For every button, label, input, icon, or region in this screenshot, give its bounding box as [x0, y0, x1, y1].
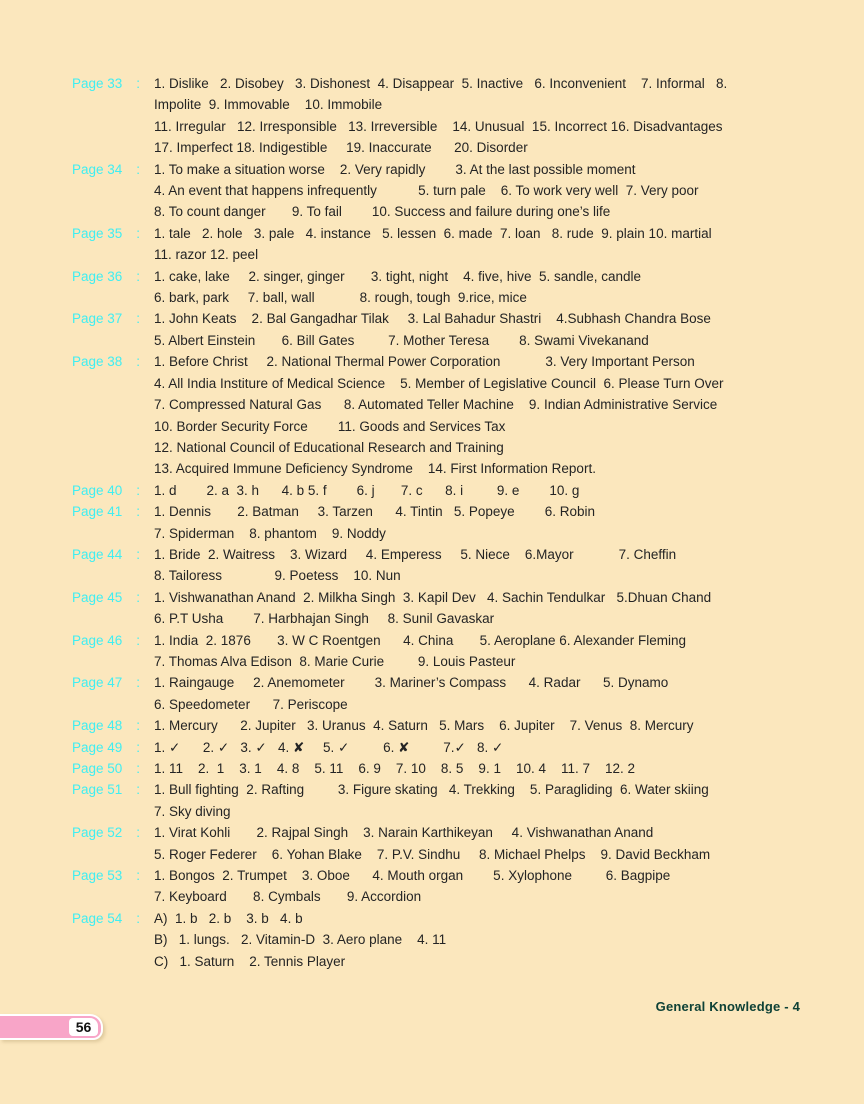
page-label-colon: :	[136, 675, 140, 691]
answer-lines	[154, 908, 802, 972]
answer-lines	[154, 351, 802, 479]
answer-line: 7. Thomas Alva Edison 8. Marie Curie 9. Louis Pasteur	[154, 653, 516, 669]
page-label-colon: :	[136, 268, 140, 284]
page-label-text: Page 35	[72, 225, 123, 241]
page-number: 56	[69, 1018, 98, 1036]
answer-line: 1. cake, lake 2. singer, ginger 3. tight, night 4. five, hive 5. sandle, candle	[154, 268, 642, 284]
page-label	[72, 758, 154, 779]
answer-line: 1. Bongos 2. Trumpet 3. Oboe 4. Mouth organ 5. Xylophone 6. Bagpipe	[154, 868, 671, 884]
answer-line: 1. Virat Kohli 2. Rajpal Singh 3. Narain Karthikeyan 4. Vishwanathan Anand	[154, 825, 654, 841]
answer-lines	[154, 308, 802, 351]
page-label-text: Page 34	[72, 161, 123, 177]
page-label-colon: :	[136, 311, 140, 327]
page-label-colon: :	[136, 225, 140, 241]
page-label	[72, 587, 154, 608]
answers-row-page-46	[72, 630, 802, 673]
answer-line: C) 1. Saturn 2. Tennis Player	[154, 953, 346, 969]
answers-row-page-50	[72, 758, 802, 779]
answer-line: 4. All India Institure of Medical Science 5. Member of Legislative Council 6. Please Turn Over	[154, 375, 724, 391]
answer-line: 1. John Keats 2. Bal Gangadhar Tilak 3. Lal Bahadur Shastri 4.Subhash Chandra Bose	[154, 311, 711, 327]
page-label-text: Page 40	[72, 482, 123, 498]
answer-lines	[154, 501, 802, 544]
answers-row-page-38	[72, 351, 802, 479]
page-label-colon: :	[136, 739, 140, 755]
page-label-text: Page 52	[72, 825, 123, 841]
answer-line: 1. India 2. 1876 3. W C Roentgen 4. China 5. Aeroplane 6. Alexander Fleming	[154, 632, 687, 648]
page-label-colon: :	[136, 482, 140, 498]
answers-row-page-44	[72, 544, 802, 587]
page-label-text: Page 48	[72, 718, 123, 734]
answer-line: 6. bark, park 7. ball, wall 8. rough, tough 9.rice, mice	[154, 290, 527, 306]
page-label	[72, 672, 154, 693]
answer-line: A) 1. b 2. b 3. b 4. b	[154, 910, 303, 926]
answer-line: 6. Speedometer 7. Periscope	[154, 696, 348, 712]
answer-line: 1. 11 2. 1 3. 1 4. 8 5. 11 6. 9 7. 10 8. 5 9. 1 10. 4 11. 7 12. 2	[154, 761, 636, 776]
answer-line: 6. P.T Usha 7. Harbhajan Singh 8. Sunil Gavaskar	[154, 611, 495, 627]
page-label	[72, 351, 154, 372]
page-label	[72, 159, 154, 180]
page-label	[72, 480, 154, 501]
answer-line: 4. An event that happens infrequently 5. turn pale 6. To work very well 7. Very poor	[154, 183, 699, 199]
page-label-text: Page 36	[72, 268, 123, 284]
answer-line: B) 1. lungs. 2. Vitamin-D 3. Aero plane 4. 11	[154, 932, 447, 948]
page-label-colon: :	[136, 782, 140, 798]
answers-row-page-54	[72, 908, 802, 972]
page-label-text: Page 53	[72, 868, 123, 884]
answers-row-page-48	[72, 715, 802, 736]
page-label	[72, 223, 154, 244]
page-label-text: Page 41	[72, 504, 123, 520]
page-label-colon: :	[136, 546, 140, 562]
answer-lines	[154, 480, 802, 501]
answer-line: 7. Compressed Natural Gas 8. Automated Teller Machine 9. Indian Administrative Service	[154, 397, 718, 413]
answer-line: 7. Spiderman 8. phantom 9. Noddy	[154, 525, 386, 541]
page-label-colon: :	[136, 76, 140, 91]
page-label-text: Page 45	[72, 589, 123, 605]
answer-line: 5. Albert Einstein 6. Bill Gates 7. Mother Teresa 8. Swami Vivekanand	[154, 332, 649, 348]
answer-line: 11. razor 12. peel	[154, 247, 259, 263]
answers-row-page-34	[72, 159, 802, 223]
page-label-colon: :	[136, 718, 140, 734]
page-label	[72, 266, 154, 287]
answers-row-page-52	[72, 822, 802, 865]
answer-line: 1. ✓ 2. ✓ 3. ✓ 4. ✘ 5. ✓ 6. ✘ 7.✓ 8. ✓	[154, 739, 504, 755]
answer-line: 8. To count danger 9. To fail 10. Success and failure during one’s life	[154, 204, 611, 220]
page-label-text: Page 46	[72, 632, 123, 648]
answer-line: Impolite 9. Immovable 10. Immobile	[154, 97, 383, 113]
answer-lines	[154, 737, 802, 758]
answer-line: 1. d 2. a 3. h 4. b 5. f 6. j 7. c 8. i 9. e 10. g	[154, 482, 580, 498]
answers-row-page-37	[72, 308, 802, 351]
answer-lines	[154, 779, 802, 822]
answers-row-page-36	[72, 266, 802, 309]
answer-lines	[154, 223, 802, 266]
answer-line: 1. Vishwanathan Anand 2. Milkha Singh 3. Kapil Dev 4. Sachin Tendulkar 5.Dhuan Chand	[154, 589, 712, 605]
page-label	[72, 544, 154, 565]
answers-row-page-53	[72, 865, 802, 908]
page-label	[72, 715, 154, 736]
book-title: General Knowledge - 4	[655, 999, 800, 1014]
answer-key-content	[72, 73, 802, 972]
page-label-colon: :	[136, 589, 140, 605]
answers-row-page-41	[72, 501, 802, 544]
page-number-tab	[0, 1014, 103, 1040]
answer-line: 7. Keyboard 8. Cymbals 9. Accordion	[154, 889, 422, 905]
page-label-colon: :	[136, 354, 140, 370]
answer-line: 17. Imperfect 18. Indigestible 19. Inaccurate 20. Disorder	[154, 140, 528, 156]
answers-row-page-33	[72, 73, 802, 159]
answer-line: 13. Acquired Immune Deficiency Syndrome 14. First Information Report.	[154, 461, 596, 477]
page-label	[72, 908, 154, 929]
answer-line: 8. Tailoress 9. Poetess 10. Nun	[154, 568, 401, 584]
answers-row-page-35	[72, 223, 802, 266]
answer-lines	[154, 159, 802, 223]
answers-row-page-40	[72, 480, 802, 501]
answer-lines	[154, 266, 802, 309]
answers-row-page-47	[72, 672, 802, 715]
answer-lines	[154, 822, 802, 865]
answer-lines	[154, 758, 802, 779]
page-label	[72, 630, 154, 651]
answer-line: 1. Raingauge 2. Anemometer 3. Mariner’s Compass 4. Radar 5. Dynamo	[154, 675, 669, 691]
page-label	[72, 822, 154, 843]
answer-lines	[154, 715, 802, 736]
answer-lines	[154, 865, 802, 908]
answer-lines	[154, 672, 802, 715]
page-label-colon: :	[136, 632, 140, 648]
answer-line: 1. tale 2. hole 3. pale 4. instance 5. lessen 6. made 7. loan 8. rude 9. plain 10. martial	[154, 225, 712, 241]
answer-line: 1. To make a situation worse 2. Very rapidly 3. At the last possible moment	[154, 161, 636, 177]
page-label-text: Page 49	[72, 739, 123, 755]
answers-row-page-49	[72, 737, 802, 758]
page-label-text: Page 54	[72, 910, 123, 926]
page-label	[72, 308, 154, 329]
page-label	[72, 501, 154, 522]
answer-line: 1. Dislike 2. Disobey 3. Dishonest 4. Disappear 5. Inactive 6. Inconvenient 7. Informal 8.	[154, 76, 728, 91]
page-label-text: Page 44	[72, 546, 123, 562]
page-label-colon: :	[136, 504, 140, 520]
page-label-text: Page 38	[72, 354, 123, 370]
page-label-text: Page 47	[72, 675, 123, 691]
answer-line: 12. National Council of Educational Research and Training	[154, 439, 504, 455]
page-label-text: Page 51	[72, 782, 123, 798]
page-label-text: Page 33	[72, 76, 123, 91]
answer-lines	[154, 73, 802, 159]
answer-line: 7. Sky diving	[154, 803, 231, 819]
answer-line: 5. Roger Federer 6. Yohan Blake 7. P.V. Sindhu 8. Michael Phelps 9. David Beckham	[154, 846, 711, 862]
answer-line: 1. Mercury 2. Jupiter 3. Uranus 4. Saturn 5. Mars 6. Jupiter 7. Venus 8. Mercury	[154, 718, 694, 734]
answer-line: 1. Bull fighting 2. Rafting 3. Figure skating 4. Trekking 5. Paragliding 6. Water skiing	[154, 782, 709, 798]
page-label-colon: :	[136, 868, 140, 884]
page-label	[72, 865, 154, 886]
page-label	[72, 737, 154, 758]
page-label	[72, 73, 154, 94]
page-label-colon: :	[136, 761, 140, 776]
page-label-colon: :	[136, 825, 140, 841]
answer-lines	[154, 544, 802, 587]
answer-line: 1. Before Christ 2. National Thermal Power Corporation 3. Very Important Person	[154, 354, 695, 370]
answer-line: 10. Border Security Force 11. Goods and Services Tax	[154, 418, 506, 434]
answers-row-page-45	[72, 587, 802, 630]
answer-lines	[154, 587, 802, 630]
answer-line: 11. Irregular 12. Irresponsible 13. Irreversible 14. Unusual 15. Incorrect 16. Disadvantages	[154, 118, 723, 134]
answer-line: 1. Bride 2. Waitress 3. Wizard 4. Emperess 5. Niece 6.Mayor 7. Cheffin	[154, 546, 677, 562]
page-label-colon: :	[136, 910, 140, 926]
page-label	[72, 779, 154, 800]
page-label-text: Page 50	[72, 761, 123, 776]
answer-lines	[154, 630, 802, 673]
answers-row-page-51	[72, 779, 802, 822]
answer-line: 1. Dennis 2. Batman 3. Tarzen 4. Tintin 5. Popeye 6. Robin	[154, 504, 595, 520]
page-label-text: Page 37	[72, 311, 123, 327]
page-label-colon: :	[136, 161, 140, 177]
